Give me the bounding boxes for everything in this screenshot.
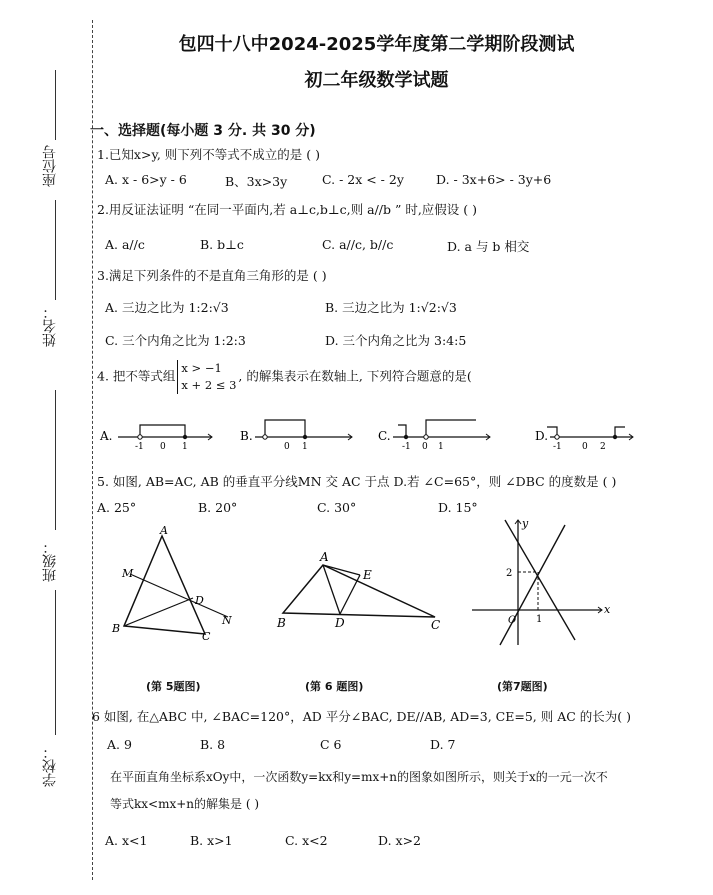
q5-option-b: B. 20° — [198, 500, 238, 515]
fig5-label-a: A — [160, 524, 168, 537]
q2-option-a: A. a//c — [105, 237, 145, 252]
q1-option-a: A. x - 6>y - 6 — [105, 172, 187, 187]
figure-7 — [470, 515, 610, 650]
fig5-label-m: M — [122, 567, 134, 580]
q4-b-tick-1: 0 — [284, 442, 290, 452]
class-label: 班级： — [42, 540, 58, 582]
fig5-label-d: D — [195, 594, 204, 607]
fig6-label-e: E — [363, 568, 372, 582]
q4-option-b-numberline — [240, 415, 360, 455]
q7-option-b: B. x>1 — [190, 833, 233, 848]
q7-option-a: A. x<1 — [105, 833, 148, 848]
fig5-label-c: C — [202, 630, 211, 643]
q7-stem-line2: 等式kx<mx+n的解集是 ( ) — [110, 797, 260, 811]
q4-b-tick-2: 1 — [302, 442, 308, 452]
q7-stem-line1: 在平面直角坐标系xOy中，一次函数y=kx和y=mx+n的图象如图所示，则关于x的一元一次不 — [110, 770, 608, 784]
q4-c-tick-2: 0 — [422, 442, 428, 452]
fig6-caption: (第 6 题图) — [305, 680, 364, 693]
fig6-label-b: B — [277, 616, 286, 630]
q7-option-d: D. x>2 — [378, 833, 421, 848]
q3-option-d: D. 三个内角之比为 3:4:5 — [325, 333, 467, 348]
q2-option-c: C. a//c, b//c — [322, 237, 394, 252]
class-blank — [55, 390, 56, 530]
q1-option-c: C. - 2x < - 2y — [322, 172, 404, 187]
q4-a-tick-3: 1 — [182, 442, 188, 452]
q7-option-c: C. x<2 — [285, 833, 328, 848]
fig5-caption: (第 5题图) — [146, 680, 201, 693]
inequality-1: x > −1 — [181, 361, 222, 375]
fig7-caption: (第7题图) — [497, 680, 548, 693]
q4-d-tick-3: 2 — [600, 442, 606, 452]
q5-option-d: D. 15° — [438, 500, 478, 515]
q5-option-a: A. 25° — [97, 500, 137, 515]
q4-option-d-numberline — [535, 415, 655, 455]
q4-c-tick-1: -1 — [402, 442, 411, 452]
inequality-2: x + 2 ≤ 3 — [181, 378, 237, 392]
q4-a-tick-1: -1 — [135, 442, 144, 452]
q4-stem-pre: 4. 把不等式组 — [97, 368, 176, 384]
q4-option-c-numberline — [378, 415, 498, 455]
q4-option-a-numberline — [100, 415, 220, 455]
fig5-label-n: N — [222, 614, 232, 627]
figure-6 — [275, 545, 450, 635]
name-blank — [55, 200, 56, 300]
seat-label: 座位号 — [42, 145, 58, 187]
school-blank — [55, 590, 56, 735]
q6-option-b: B. 8 — [200, 737, 226, 752]
fig7-label-y: y — [522, 517, 529, 530]
q6-option-a: A. 9 — [107, 737, 132, 752]
name-label: 姓名： — [42, 305, 58, 347]
q1-stem: 1.已知x>y, 则下列不等式不成立的是 ( ) — [97, 147, 320, 162]
binding-line — [92, 20, 93, 880]
q3-option-a: A. 三边之比为 1:2:√3 — [105, 300, 229, 315]
q6-option-d: D. 7 — [430, 737, 456, 752]
q3-stem: 3.满足下列条件的不是直角三角形的是 ( ) — [97, 268, 327, 283]
q1-option-b: B、3x>3y — [225, 174, 288, 189]
q4-b-label: B. — [240, 429, 253, 443]
q2-option-b: B. b⊥c — [200, 237, 244, 252]
q3-option-b: B. 三边之比为 1:√2:√3 — [325, 300, 457, 315]
q4-a-label: A. — [100, 429, 113, 443]
q4-d-label: D. — [535, 429, 549, 443]
q2-option-d: D. a 与 b 相交 — [447, 239, 530, 254]
q4-stem-post: , 的解集表示在数轴上, 下列符合题意的是( — [238, 368, 472, 384]
q2-stem: 2.用反证法证明 “在同一平面内,若 a⊥c,b⊥c,则 a//b ” 时,应假设 ( ) — [97, 202, 478, 217]
fig5-label-b: B — [112, 622, 121, 635]
q1-option-d: D. - 3x+6> - 3y+6 — [436, 172, 552, 187]
fig6-label-a: A — [320, 550, 329, 564]
fig7-label-two: 2 — [506, 568, 513, 579]
q4-stem — [97, 360, 472, 394]
page-title: 包四十八中2024-2025学年度第二学期阶段测试 — [178, 34, 575, 55]
q4-d-tick-1: -1 — [553, 442, 562, 452]
q4-c-tick-3: 1 — [438, 442, 444, 452]
page-subtitle: 初二年级数学试题 — [304, 70, 449, 91]
school-label: 学校： — [42, 745, 58, 787]
q6-stem: 6 如图, 在△ABC 中, ∠BAC=120°，AD 平分∠BAC, DE//AB, AD=3, CE=5, 则 AC 的长为( ) — [92, 709, 632, 724]
q5-option-c: C. 30° — [317, 500, 357, 515]
fig7-label-one: 1 — [536, 614, 543, 625]
section-heading: 一、选择题(每小题 3 分. 共 30 分) — [90, 123, 316, 139]
fig6-label-c: C — [431, 618, 441, 632]
fig7-label-x: x — [604, 603, 611, 616]
inequality-system — [177, 360, 236, 394]
fig7-label-origin: O — [508, 615, 517, 626]
figure-5 — [110, 522, 240, 647]
q5-stem: 5. 如图, AB=AC, AB 的垂直平分线MN 交 AC 于点 D.若 ∠C=65°，则 ∠DBC 的度数是 ( ) — [97, 474, 617, 489]
q4-c-label: C. — [378, 429, 391, 443]
fig6-label-d: D — [335, 616, 345, 630]
q6-option-c: C 6 — [320, 737, 342, 752]
q3-option-c: C. 三个内角之比为 1:2:3 — [105, 333, 246, 348]
q4-d-tick-2: 0 — [582, 442, 588, 452]
q4-a-tick-2: 0 — [160, 442, 166, 452]
